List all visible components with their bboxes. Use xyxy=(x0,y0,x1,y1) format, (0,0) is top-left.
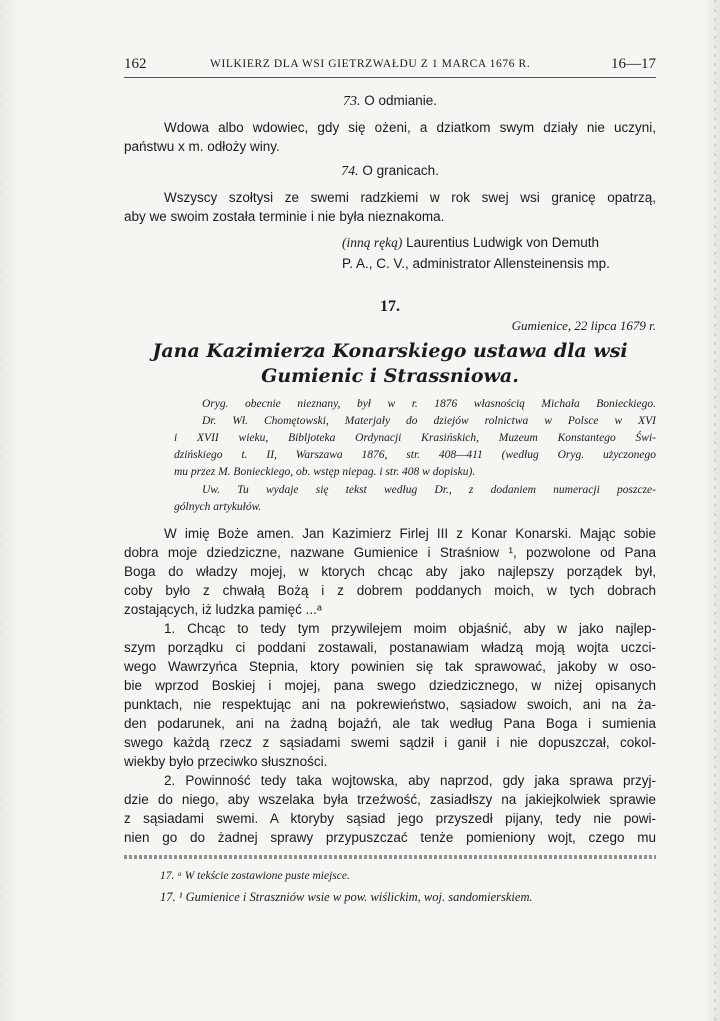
text-line: swego każdą rzecz z sąsiadami swemi sądził i ganił i nie dopuszczał, cokol- xyxy=(124,735,656,750)
footnote-1: 17. ¹ Gumienice i Straszniów wsie w pow. wiślickim, woj. sandomierskiem. xyxy=(160,890,533,904)
text-line: 2. Powinność tedy taka wojtowska, aby naprzod, gdy jaka sprawa przyj- xyxy=(164,773,656,788)
signature-line-1: (inną ręką) Laurentius Ludwigk von Demuth xyxy=(342,235,599,250)
article-73-line-2: państwu x m. odłoży winy. xyxy=(124,139,280,154)
footnote-a: 17. ᵃ W tekście zostawione puste miejsce. xyxy=(160,870,350,882)
footnote-separator xyxy=(124,855,656,859)
article-74-line-1: Wszyscy szołtysi ze swemi radzkiemi w rok swej wsi granicę opatrzą, xyxy=(164,190,656,205)
text-line: 1. Chcąc to tedy tym przywilejem moim objaśnić, aby w jako najlep- xyxy=(164,621,656,636)
text-line: nien go do żadnej sprawy przypuszczać tenże pomieniony wojt, czego mu xyxy=(124,830,656,845)
text-line: Boga do władzy mojej, w ktorych chcąc aby jako najlepszy porządek był, xyxy=(124,564,656,579)
page-edge-left xyxy=(6,0,7,1021)
text-line: wego Wawrzyńca Stepnia, ktory powinien się tak sprawować, jakoby w oso- xyxy=(124,659,656,674)
running-title: WILKIERZ DLA WSI GIETRZWAŁDU Z 1 MARCA 1676 R. xyxy=(210,58,531,70)
text-line: W imię Boże amen. Jan Kazimierz Firlej III z Konar Konarski. Mając sobie xyxy=(164,526,656,541)
article-73-line-1: Wdowa albo wdowiec, gdy się ożeni, a dziatkom swym działy nie uczyni, xyxy=(164,120,656,135)
hand-note: (inną ręką) xyxy=(342,235,403,250)
place-date: Gumienice, 22 lipca 1679 r. xyxy=(511,318,656,333)
section-range: 16—17 xyxy=(611,56,656,72)
article-74-title: 74. O granicach. xyxy=(341,163,439,179)
source-line-1: Oryg. obecnie nieznany, był w r. 1876 własnością Michała Bonieckiego. xyxy=(202,398,656,410)
document-title-line-2: Gumienic i Strassniowa. xyxy=(261,365,519,387)
source-line-2: Dr. Wł. Chomętowski, Materjały do dziejów rolnictwa w Polsce w XVI xyxy=(202,415,656,427)
text-line: wiekby było przeciwko słuszności. xyxy=(124,754,328,769)
page-number: 162 xyxy=(124,56,147,72)
text-line: dzie do niego, aby wszelaka była trzeźwość, zasiadłszy na jakiejkolwiek sprawie xyxy=(124,792,656,807)
text-line: szym porządku ci poddani zostawali, postanawiam władzą moją wojta uczci- xyxy=(124,640,656,655)
source-line-7: gólnych artykułów. xyxy=(174,501,262,513)
text-line: z sąsiadami swemi. A ktoryby sąsiad jego przyszedł pijany, tedy nie powi- xyxy=(124,811,656,826)
source-line-3: i XVII wieku, Bibljoteka Ordynacji Krasińskich, Muzeum Konstantego Świ- xyxy=(174,432,656,444)
document-number: 17. xyxy=(380,298,400,315)
source-line-6: Uw. Tu wydaje się tekst według Dr., z dodaniem numeracji poszcze- xyxy=(202,484,656,496)
page-edge-right xyxy=(714,0,716,1021)
text-line: zostających, iż ludzka pamięć ...ᵃ xyxy=(124,602,322,617)
text-line: coby było z chwałą Bożą i z dobrem poddanych moich, w tych dobrach xyxy=(124,583,656,598)
text-line: punktach, nie respektując ani na pokrewieństwo, sąsiadow swoich, ani na ża- xyxy=(124,697,656,712)
text-line: bie wprzod Boskiej i mojej, pana swego dziedzicznego, w niżej opisanych xyxy=(124,678,656,693)
article-74-line-2: aby we swoim została terminie i nie była nieznakoma. xyxy=(124,209,445,224)
source-line-4: dzińskiego t. II, Warszawa 1876, str. 408—411 (według Oryg. użyczonego xyxy=(174,449,656,461)
document-title-line-1: Jana Kazimierza Konarskiego ustawa dla wsi xyxy=(152,340,628,362)
header-rule xyxy=(124,77,656,78)
text-line: dobra moje dziedziczne, nazwane Gumienice i Straśniow ¹, pozwolone od Pana xyxy=(124,545,656,560)
article-73-title: 73. O odmianie. xyxy=(342,93,438,109)
page-header xyxy=(124,56,656,76)
signature-line-2: P. A., C. V., administrator Allensteinensis mp. xyxy=(342,256,610,271)
text-line: den podarunek, ani na żadną bojaźń, ale tak według Pana Boga i sumienia xyxy=(124,716,656,731)
source-line-5: mu przez M. Bonieckiego, ob. wstęp niepag. i str. 408 w dopisku). xyxy=(174,466,476,478)
